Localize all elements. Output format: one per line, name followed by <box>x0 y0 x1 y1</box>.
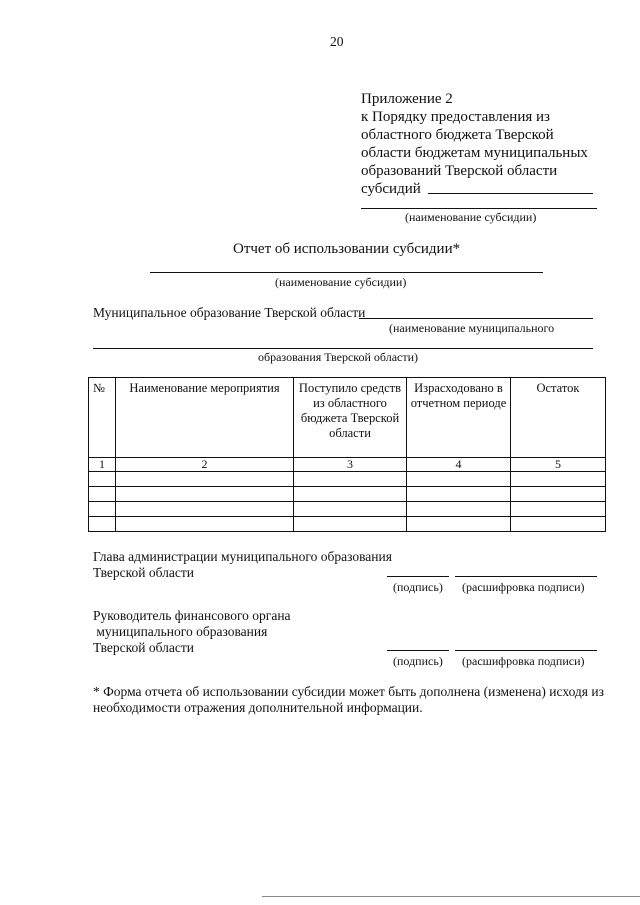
column-number-3: 3 <box>294 458 407 472</box>
signature-2-sign-blank[interactable] <box>387 650 449 651</box>
footnote-line-1: * Форма отчета об использовании субсидии может быть дополнена (изменена) исходя из <box>93 684 604 699</box>
column-number-1: 1 <box>89 458 116 472</box>
page-number: 20 <box>330 34 344 49</box>
signature-2-title-line-1: Руководитель финансового органа <box>93 608 291 623</box>
table-row[interactable] <box>89 517 606 532</box>
municipality-blank[interactable] <box>359 318 593 319</box>
signature-1-title-line-1: Глава администрации муниципального образования <box>93 549 392 564</box>
appendix-line-6: субсидий <box>361 181 421 197</box>
signature-1-decode-hint: (расшифровка подписи) <box>462 580 585 594</box>
municipality-blank-2[interactable] <box>93 348 593 349</box>
signature-1-decode-blank[interactable] <box>455 576 597 577</box>
signature-2-sign-hint: (подпись) <box>393 654 443 668</box>
table-row[interactable] <box>89 487 606 502</box>
header-number: № <box>89 378 116 458</box>
municipality-hint-1: (наименование муниципального <box>389 321 555 335</box>
report-subsidy-hint: (наименование субсидии) <box>275 275 407 289</box>
table-header-row <box>89 378 606 458</box>
signature-1-title-line-2: Тверской области <box>93 565 194 580</box>
municipality-hint-2: образования Тверской области) <box>258 350 419 364</box>
report-title: Отчет об использовании субсидии* <box>233 241 461 257</box>
table-row[interactable] <box>89 502 606 517</box>
signature-2-decode-hint: (расшифровка подписи) <box>462 654 585 668</box>
column-number-4: 4 <box>407 458 511 472</box>
header-remainder: Остаток <box>511 378 606 458</box>
signature-2-title-line-3: Тверской области <box>93 640 194 655</box>
municipality-label: Муниципальное образование Тверской области <box>93 305 366 320</box>
report-table <box>88 377 606 532</box>
appendix-subsidy-blank[interactable] <box>428 193 593 194</box>
appendix-subsidy-hint: (наименование субсидии) <box>405 210 537 224</box>
report-subsidy-blank[interactable] <box>150 272 543 273</box>
scan-edge-line <box>262 896 640 897</box>
signature-1-sign-blank[interactable] <box>387 576 449 577</box>
appendix-line-3: областного бюджета Тверской <box>361 127 554 143</box>
header-received: Поступило средств из областного бюджета Тверской области <box>294 378 407 458</box>
column-number-2: 2 <box>116 458 294 472</box>
appendix-subsidy-line-2[interactable] <box>361 208 597 209</box>
table-row[interactable] <box>89 472 606 487</box>
appendix-line-1: Приложение 2 <box>361 91 453 107</box>
table-column-numbers-row <box>89 458 606 472</box>
footnote-line-2: необходимости отражения дополнительной информации. <box>93 700 423 715</box>
signature-1-sign-hint: (подпись) <box>393 580 443 594</box>
appendix-line-2: к Порядку предоставления из <box>361 109 550 125</box>
column-number-5: 5 <box>511 458 606 472</box>
appendix-line-4: области бюджетам муниципальных <box>361 145 588 161</box>
signature-2-title-line-2: муниципального образования <box>93 624 268 639</box>
header-spent: Израсходовано в отчетном периоде <box>407 378 511 458</box>
appendix-line-5: образований Тверской области <box>361 163 558 179</box>
signature-2-decode-blank[interactable] <box>455 650 597 651</box>
header-event-name: Наименование мероприятия <box>116 378 294 458</box>
